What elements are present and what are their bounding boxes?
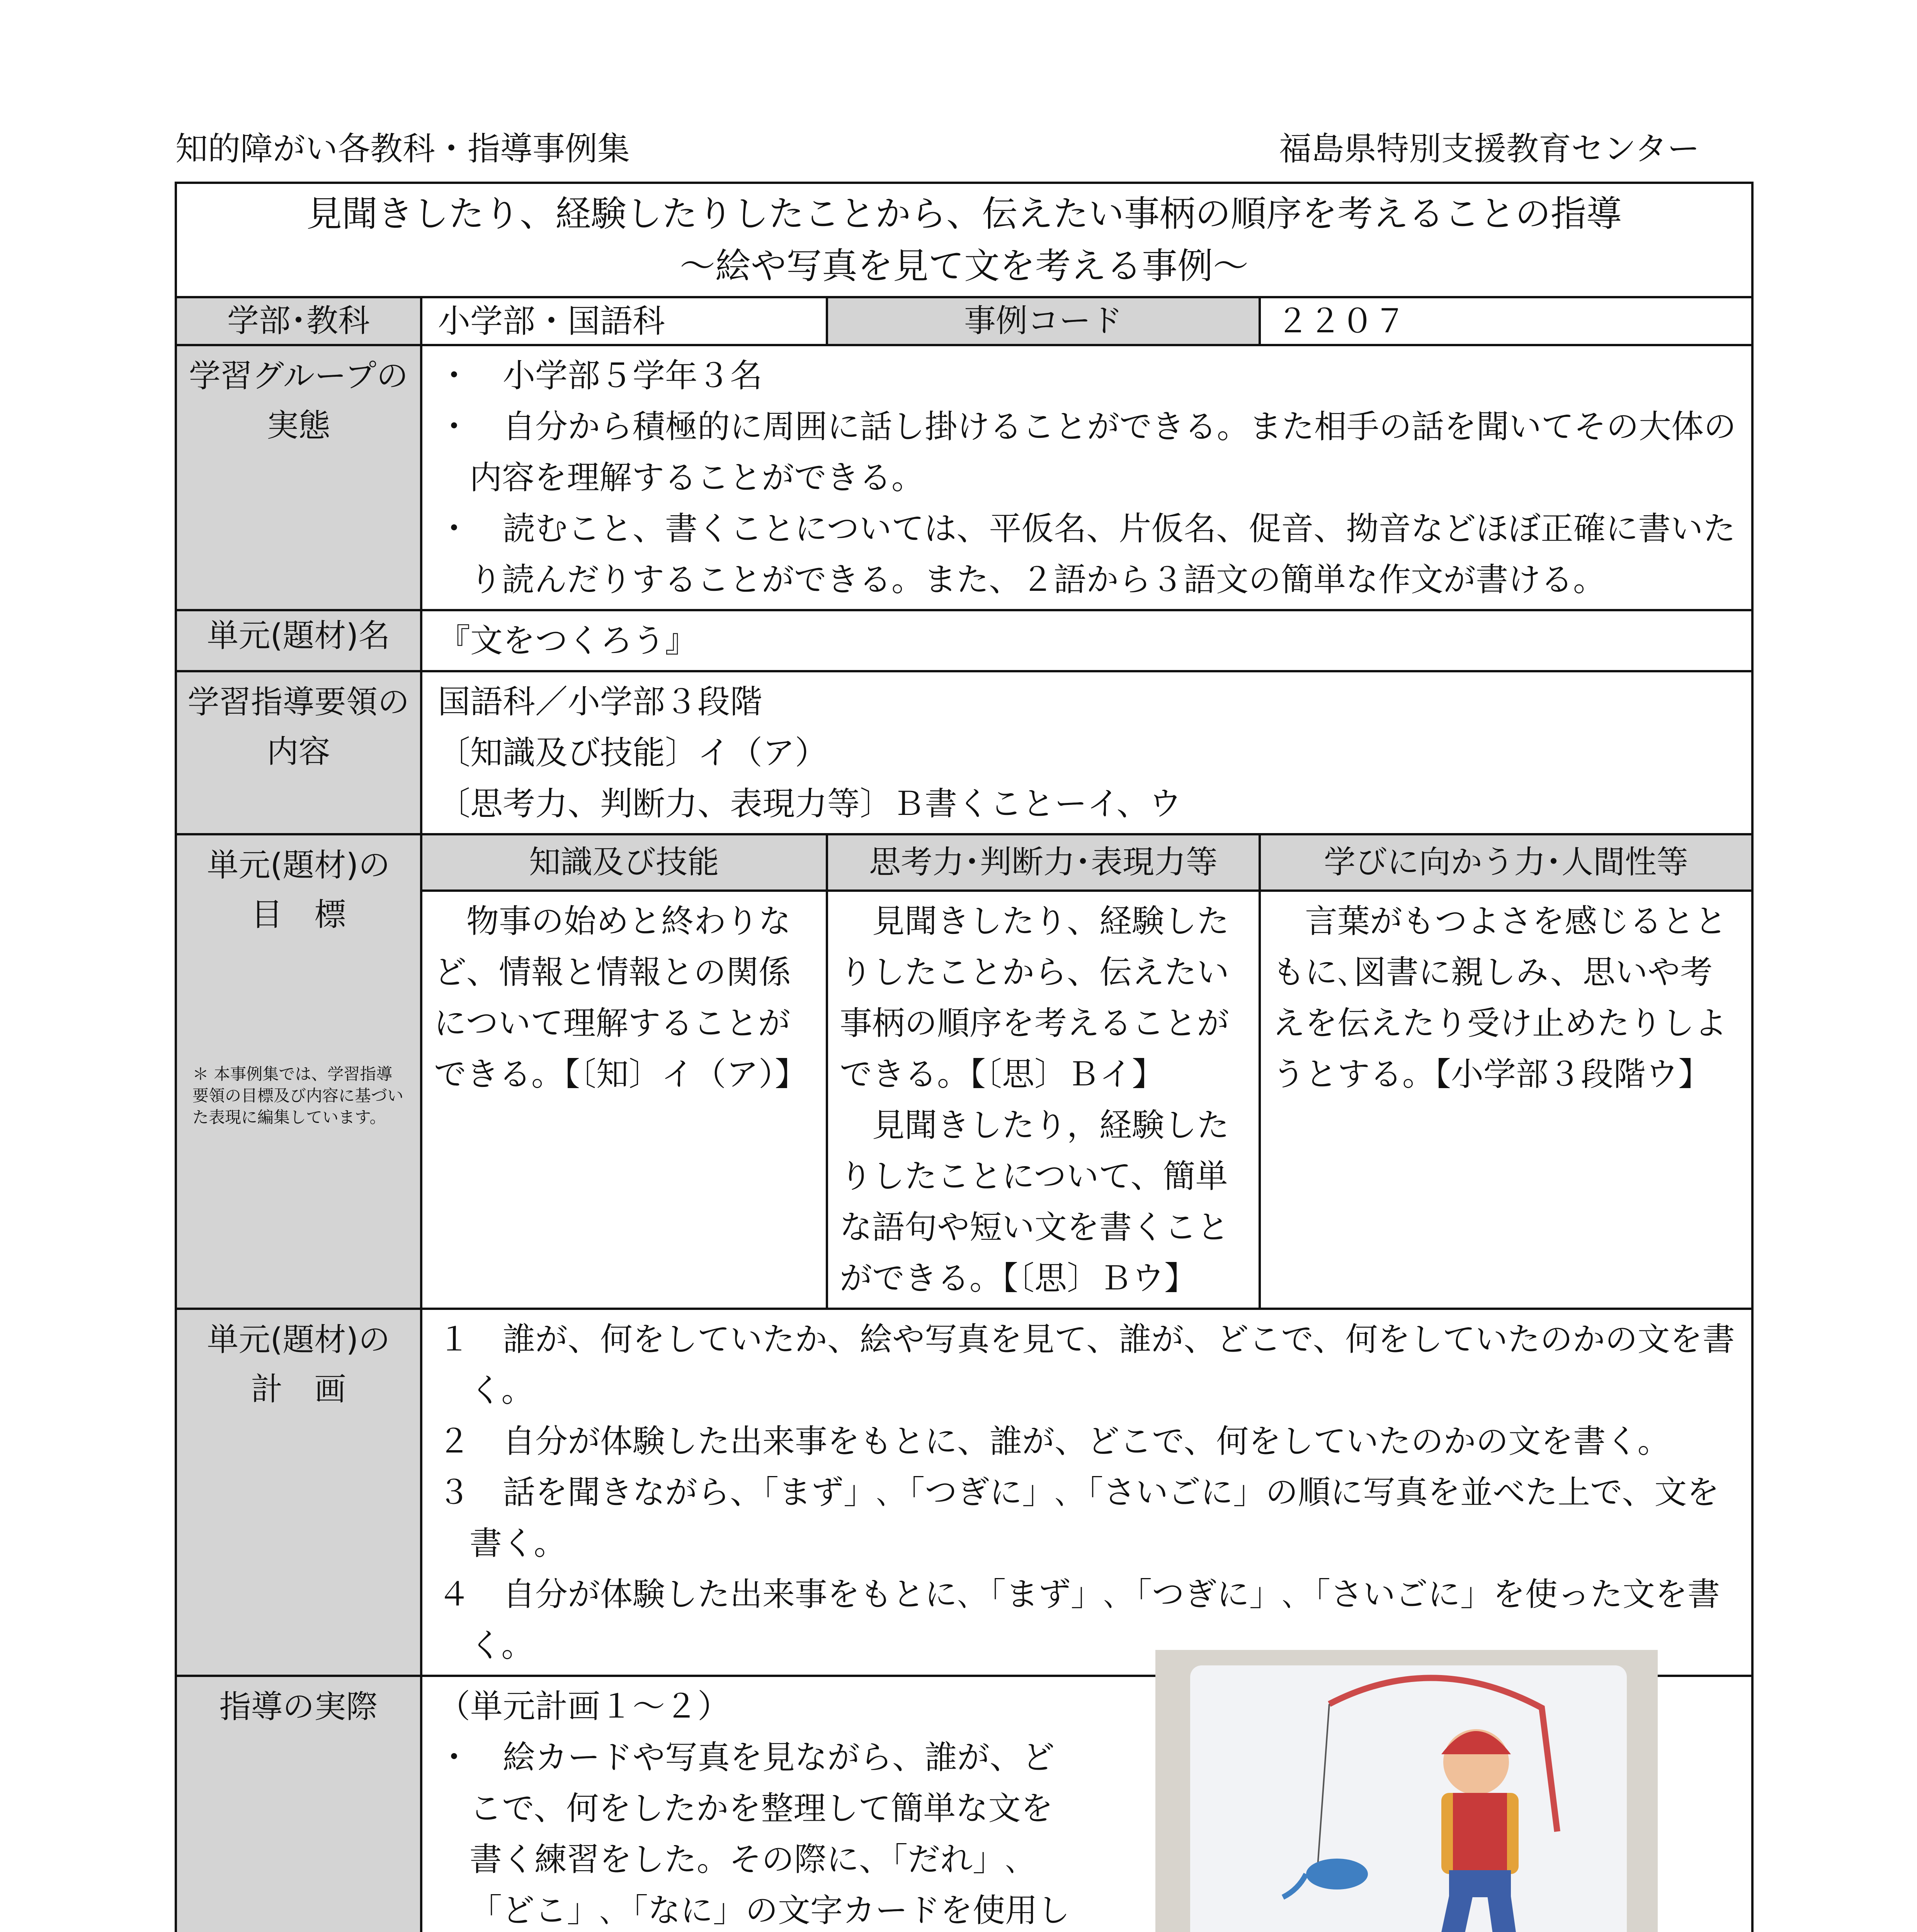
plan-item: ３ 話を聞きながら、「まず」､「つぎに」､「さいごに」の順に写真を並べた上で、文を書く。 xyxy=(438,1473,1720,1562)
title-sub: ～絵や写真を見て文を考える事例～ xyxy=(680,245,1249,287)
guideline-line: 国語科／小学部３段階 xyxy=(438,683,763,721)
goal-header-row xyxy=(176,834,1752,891)
group-item: ・ 読むこと、書くことについては、平仮名、片仮名、促音、拗音などほぼ正確に書いたり読んだりすることができる。また、２語から３語文の簡単な作文が書ける。 xyxy=(438,510,1736,599)
goal-note: ＊ 本事例集では、学習指導要領の目標及び内容に基づいた表現に編集しています。 xyxy=(192,1065,404,1127)
group-content xyxy=(421,345,1752,610)
unit-value: 『文をつくろう』 xyxy=(421,610,1752,671)
guideline-row xyxy=(176,671,1752,834)
goal-knowledge: 物事の始めと終わりなど、情報と情報との関係について理解することができる。【〔知〕イ（ア）】 xyxy=(421,891,827,1309)
subject-value: 小学部・国語科 xyxy=(421,297,827,345)
guideline-content xyxy=(421,671,1752,834)
guideline-line: 〔思考力、判断力、表現力等〕Ｂ書くことーイ、ウ xyxy=(438,785,1182,823)
plan-label-line1: 単元(題材)の xyxy=(207,1321,390,1358)
plan-label-line2: 計 画 xyxy=(251,1371,346,1408)
group-label-text: 学習グループの実態 xyxy=(189,358,408,444)
guideline-label-text: 学習指導要領の内容 xyxy=(187,684,410,770)
goal-thinking-a: 見聞きしたり、経験したりしたことから、伝えたい事柄の順序を考えることができる。【〔思〕Ｂイ】 xyxy=(840,902,1230,1093)
group-item: ・ 自分から積極的に周囲に話し掛けることができる。また相手の話を聞いてその大体の内容を理解することができる。 xyxy=(438,408,1737,497)
plan-item: １ 誰が、何をしていたか、絵や写真を見て、誰が、どこで、何をしていたのかの文を書く。 xyxy=(438,1320,1735,1409)
picture-card-photo xyxy=(1155,1650,1658,1932)
unit-label: 単元(題材)名 xyxy=(176,610,421,671)
guideline-label xyxy=(176,671,421,834)
practice-label: 指導の実際 xyxy=(176,1676,421,1932)
plan-item: ２ 自分が体験した出来事をもとに、誰が、どこで、何をしていたのかの文を書く。 xyxy=(438,1422,1670,1460)
header-organization: 福島県特別支援教育センター xyxy=(1279,130,1700,168)
subject-row xyxy=(176,297,1752,345)
plan-row xyxy=(176,1309,1752,1676)
goal-header-attitude: 学びに向かう力･人間性等 xyxy=(1260,834,1752,891)
practice-subheading: （単元計画１～２） xyxy=(438,1687,730,1725)
plan-label xyxy=(176,1309,421,1676)
fishing-boy-illustration xyxy=(1155,1650,1658,1932)
header-collection-title: 知的障がい各教科・指導事例集 xyxy=(175,130,630,168)
goal-label xyxy=(176,834,421,1309)
subject-label: 学部･教科 xyxy=(176,297,421,345)
group-item: ・ 小学部５学年３名 xyxy=(438,357,763,395)
goal-header-thinking: 思考力･判断力･表現力等 xyxy=(827,834,1260,891)
title-main: 見聞きしたり、経験したりしたことから、伝えたい事柄の順序を考えることの指導 xyxy=(306,193,1622,235)
plan-content xyxy=(421,1309,1752,1676)
practice-bullet: ・ 絵カードや写真を見ながら、誰が、どこで、何をしたかを整理して簡単な文を書く練習をした。その際に、「だれ」､「どこ」､「なに」の文字カードを使用し xyxy=(438,1738,1070,1929)
goal-thinking-b: 見聞きしたり，経験したりしたことについて、簡単な語句や短い文を書くことができる。【〔思〕Ｂウ】 xyxy=(840,1106,1230,1297)
group-row xyxy=(176,345,1752,610)
goal-label-line2: 目 標 xyxy=(251,896,346,933)
unit-row xyxy=(176,610,1752,671)
goal-label-line1: 単元(題材)の xyxy=(207,847,390,884)
case-code-value: ２２０７ xyxy=(1260,297,1752,345)
plan-item: ４ 自分が体験した出来事をもとに､「まず」､「つぎに」､「さいごに」を使った文を書く。 xyxy=(438,1575,1720,1664)
group-label xyxy=(176,345,421,610)
title-row xyxy=(176,183,1752,297)
case-code-label: 事例コード xyxy=(827,297,1260,345)
goal-attitude: 言葉がもつよさを感じるとともに､図書に親しみ、思いや考えを伝えたり受け止めたりしようとする。【小学部３段階ウ】 xyxy=(1260,891,1752,1309)
practice-text xyxy=(438,1681,1079,1932)
guideline-line: 〔知識及び技能〕イ（ア） xyxy=(438,734,828,772)
goal-thinking xyxy=(827,891,1260,1309)
goal-header-knowledge: 知識及び技能 xyxy=(421,834,827,891)
title-cell xyxy=(176,183,1752,297)
